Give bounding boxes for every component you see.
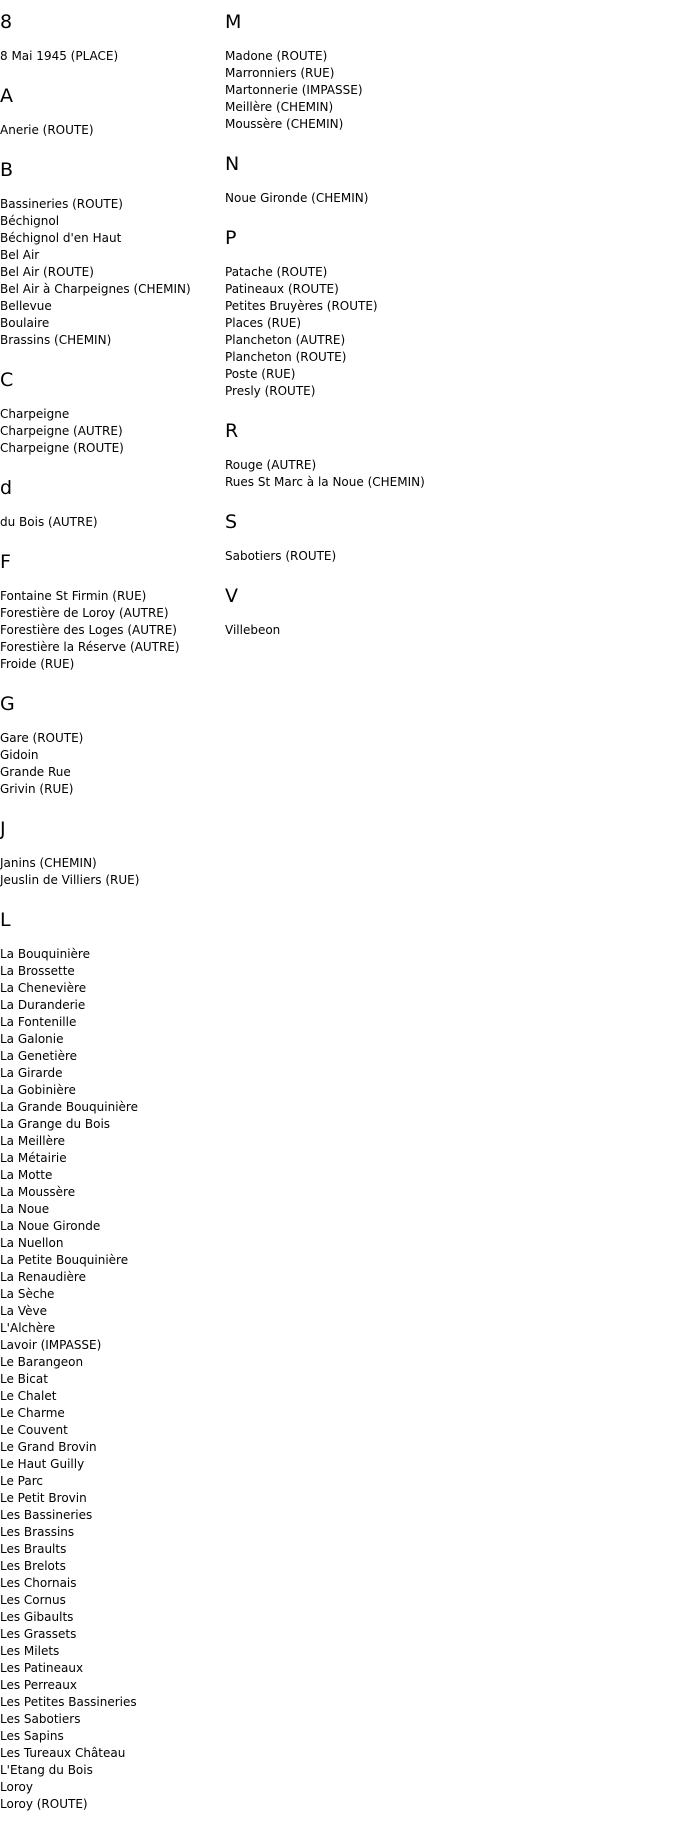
street-list (0, 406, 225, 457)
street-list (0, 946, 225, 1813)
street-list (0, 514, 225, 531)
street-entry: Le Bicat (0, 1372, 48, 1386)
letter-heading: S (225, 511, 238, 533)
letter-group (225, 227, 665, 400)
street-list (0, 122, 225, 139)
street-entry: Presly (ROUTE) (225, 384, 316, 398)
letter-heading: G (0, 693, 15, 715)
street-entry: Le Haut Guilly (0, 1457, 85, 1471)
letter-heading: P (225, 227, 237, 249)
street-entry: Boulaire (0, 316, 50, 330)
street-entry: Lavoir (IMPASSE) (0, 1338, 102, 1352)
street-entry: La Meillère (0, 1134, 66, 1148)
letter-group (0, 11, 225, 65)
street-entry: Madone (ROUTE) (225, 49, 328, 63)
street-entry: L'Etang du Bois (0, 1763, 93, 1777)
street-entry: Plancheton (ROUTE) (225, 350, 347, 364)
letter-heading: M (225, 11, 242, 33)
street-entry: Le Charme (0, 1406, 65, 1420)
street-entry: Patineaux (ROUTE) (225, 282, 339, 296)
street-entry: Fontaine St Firmin (RUE) (0, 589, 147, 603)
street-entry: Le Petit Brovin (0, 1491, 87, 1505)
letter-heading: R (225, 420, 239, 442)
street-list (225, 457, 665, 491)
street-entry: Moussère (CHEMIN) (225, 117, 344, 131)
street-list (0, 855, 225, 889)
street-entry: Froide (RUE) (0, 657, 75, 671)
letter-heading: C (0, 369, 14, 391)
street-entry: Martonnerie (IMPASSE) (225, 83, 363, 97)
letter-group (225, 153, 665, 207)
street-entry: Les Braults (0, 1542, 67, 1556)
letter-group (0, 369, 225, 457)
street-entry: Les Bassineries (0, 1508, 93, 1522)
street-entry: La Genetière (0, 1049, 77, 1063)
letter-group (0, 477, 225, 531)
street-entry: Les Sabotiers (0, 1712, 81, 1726)
street-entry: Bassineries (ROUTE) (0, 197, 123, 211)
letter-group (0, 818, 225, 889)
letter-group (0, 85, 225, 139)
street-entry: Les Grassets (0, 1627, 77, 1641)
street-entry: La Girarde (0, 1066, 63, 1080)
street-index-left-column (0, 0, 225, 1833)
street-entry: Villebeon (225, 623, 281, 637)
street-entry: La Bouquinière (0, 947, 90, 961)
street-entry: Le Chalet (0, 1389, 57, 1403)
street-entry: La Renaudière (0, 1270, 86, 1284)
street-entry: La Gobinière (0, 1083, 76, 1097)
street-entry: Places (RUE) (225, 316, 302, 330)
letter-group (0, 159, 225, 349)
street-entry: Loroy (0, 1780, 33, 1794)
street-entry: Le Barangeon (0, 1355, 84, 1369)
letter-heading: L (0, 909, 11, 931)
street-entry: Bel Air (0, 248, 40, 262)
letter-heading: d (0, 477, 13, 499)
street-entry: La Noue (0, 1202, 50, 1216)
street-list (225, 190, 665, 207)
street-entry: Les Gibaults (0, 1610, 74, 1624)
street-list (0, 48, 225, 65)
street-entry: Les Tureaux Château (0, 1746, 126, 1760)
letter-heading: J (0, 818, 6, 840)
street-entry: La Chenevière (0, 981, 87, 995)
street-entry: Gare (ROUTE) (0, 731, 84, 745)
street-entry: La Petite Bouquinière (0, 1253, 129, 1267)
street-entry: Plancheton (AUTRE) (225, 333, 346, 347)
street-entry: L'Alchère (0, 1321, 56, 1335)
street-list (0, 196, 225, 349)
street-list (225, 622, 665, 639)
street-entry: Gidoin (0, 748, 39, 762)
street-entry: Les Perreaux (0, 1678, 77, 1692)
street-entry: La Galonie (0, 1032, 64, 1046)
street-entry: Bellevue (0, 299, 52, 313)
street-entry: Le Grand Brovin (0, 1440, 97, 1454)
street-entry: Janins (CHEMIN) (0, 856, 97, 870)
street-entry: Les Milets (0, 1644, 60, 1658)
street-index-right-column (225, 0, 665, 659)
street-entry: La Nuellon (0, 1236, 64, 1250)
letter-group (0, 909, 225, 1813)
street-entry: Jeuslin de Villiers (RUE) (0, 873, 140, 887)
street-entry: Les Patineaux (0, 1661, 84, 1675)
letter-group (225, 420, 665, 491)
street-entry: Grande Rue (0, 765, 71, 779)
street-list (225, 548, 665, 565)
street-entry: La Duranderie (0, 998, 86, 1012)
letter-group (225, 585, 665, 639)
letter-group (225, 11, 665, 133)
street-entry: Forestière la Réserve (AUTRE) (0, 640, 180, 654)
street-list (0, 730, 225, 798)
street-entry: Rues St Marc à la Noue (CHEMIN) (225, 475, 425, 489)
street-entry: La Noue Gironde (0, 1219, 101, 1233)
street-entry: du Bois (AUTRE) (0, 515, 98, 529)
street-entry: La Sèche (0, 1287, 55, 1301)
street-entry: Charpeigne (ROUTE) (0, 441, 124, 455)
street-entry: Marronniers (RUE) (225, 66, 335, 80)
street-entry: Le Couvent (0, 1423, 68, 1437)
street-entry: Anerie (ROUTE) (0, 123, 94, 137)
street-entry: Poste (RUE) (225, 367, 296, 381)
letter-group (0, 693, 225, 798)
street-entry: La Vève (0, 1304, 47, 1318)
street-entry: La Moussère (0, 1185, 76, 1199)
street-entry: Les Petites Bassineries (0, 1695, 137, 1709)
street-entry: Forestière des Loges (AUTRE) (0, 623, 177, 637)
letter-group (0, 551, 225, 673)
letter-heading: B (0, 159, 14, 181)
street-entry: Meillère (CHEMIN) (225, 100, 334, 114)
letter-group (225, 511, 665, 565)
street-entry: Le Parc (0, 1474, 43, 1488)
street-entry: 8 Mai 1945 (PLACE) (0, 49, 119, 63)
street-entry: Les Cornus (0, 1593, 66, 1607)
letter-heading: A (0, 85, 13, 107)
street-entry: La Grande Bouquinière (0, 1100, 138, 1114)
street-list (225, 264, 665, 400)
street-entry: La Fontenille (0, 1015, 77, 1029)
street-entry: Brassins (CHEMIN) (0, 333, 112, 347)
street-entry: Charpeigne (AUTRE) (0, 424, 123, 438)
street-entry: Les Sapins (0, 1729, 64, 1743)
letter-heading: N (225, 153, 240, 175)
street-entry: La Métairie (0, 1151, 67, 1165)
street-entry: Grivin (RUE) (0, 782, 74, 796)
street-entry: Béchignol (0, 214, 60, 228)
letter-heading: 8 (0, 11, 13, 33)
street-entry: Charpeigne (0, 407, 70, 421)
street-entry: Bel Air (ROUTE) (0, 265, 94, 279)
letter-heading: V (225, 585, 238, 607)
street-list (0, 588, 225, 673)
street-entry: La Grange du Bois (0, 1117, 111, 1131)
street-entry: Rouge (AUTRE) (225, 458, 317, 472)
street-entry: La Brossette (0, 964, 75, 978)
street-entry: Forestière de Loroy (AUTRE) (0, 606, 169, 620)
street-entry: Béchignol d'en Haut (0, 231, 122, 245)
street-entry: Patache (ROUTE) (225, 265, 328, 279)
street-entry: Noue Gironde (CHEMIN) (225, 191, 369, 205)
street-entry: Sabotiers (ROUTE) (225, 549, 337, 563)
street-entry: Petites Bruyères (ROUTE) (225, 299, 378, 313)
street-entry: Les Chornais (0, 1576, 77, 1590)
street-entry: La Motte (0, 1168, 53, 1182)
street-entry: Les Brassins (0, 1525, 75, 1539)
street-entry: Les Brelots (0, 1559, 66, 1573)
letter-heading: F (0, 551, 11, 573)
street-entry: Loroy (ROUTE) (0, 1797, 88, 1811)
street-list (225, 48, 665, 133)
street-entry: Bel Air à Charpeignes (CHEMIN) (0, 282, 191, 296)
